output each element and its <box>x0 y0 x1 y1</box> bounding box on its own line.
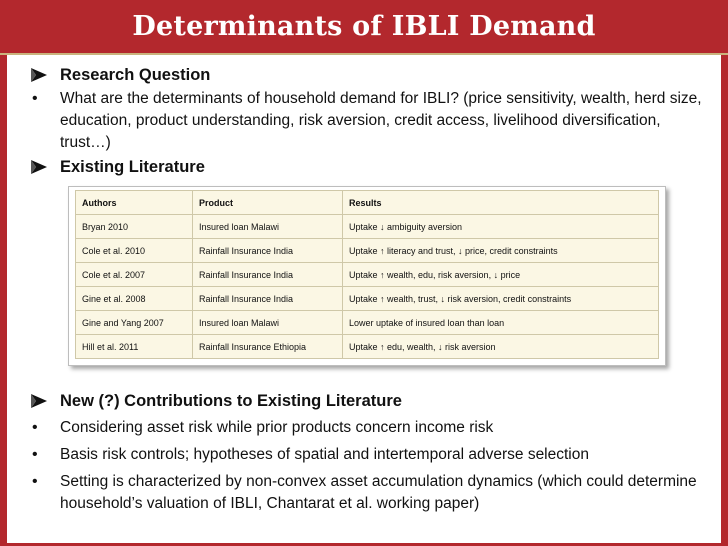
section-heading-existing-literature <box>30 156 705 178</box>
bullet-text: What are the determinants of household demand for IBLI? (price sensitivity, wealth, herd size, education, product understanding, risk aversion, credit access, livelihood diversification, trust…) <box>60 90 702 151</box>
cell-authors: Cole et al. 2010 <box>76 239 193 263</box>
dot-bullet-icon: • <box>32 473 38 490</box>
dot-bullet-icon: • <box>32 90 38 107</box>
bullet-text: Basis risk controls; hypotheses of spatial and intertemporal adverse selection <box>60 446 589 463</box>
literature-table <box>75 190 659 359</box>
cell-authors: Bryan 2010 <box>76 215 193 239</box>
cell-product: Rainfall Insurance India <box>193 287 343 311</box>
bullet-item <box>30 88 705 154</box>
table-header-row <box>76 191 659 215</box>
cell-authors: Gine and Yang 2007 <box>76 311 193 335</box>
cell-authors: Cole et al. 2007 <box>76 263 193 287</box>
cell-results: Uptake ↑ wealth, trust, ↓ risk aversion, credit constraints <box>343 287 659 311</box>
table-row <box>76 335 659 359</box>
arrow-bullet-icon <box>30 158 48 176</box>
cell-results: Lower uptake of insured loan than loan <box>343 311 659 335</box>
section-heading-research-question <box>30 64 705 86</box>
title-bar <box>0 0 728 55</box>
cell-results: Uptake ↑ edu, wealth, ↓ risk aversion <box>343 335 659 359</box>
slide-content <box>30 64 705 515</box>
slide-title: Determinants of IBLI Demand <box>132 11 596 42</box>
column-header-results: Results <box>343 191 659 215</box>
arrow-bullet-icon <box>30 392 48 410</box>
table-row <box>76 215 659 239</box>
column-header-authors: Authors <box>76 191 193 215</box>
cell-results: Uptake ↑ wealth, edu, risk aversion, ↓ price <box>343 263 659 287</box>
bullet-item <box>30 444 705 466</box>
cell-authors: Hill et al. 2011 <box>76 335 193 359</box>
column-header-product: Product <box>193 191 343 215</box>
table-row <box>76 239 659 263</box>
bullet-text: Considering asset risk while prior products concern income risk <box>60 419 494 436</box>
dot-bullet-icon: • <box>32 419 38 436</box>
bullet-item <box>30 471 705 515</box>
literature-table-container <box>68 186 666 366</box>
cell-product: Insured loan Malawi <box>193 215 343 239</box>
arrow-bullet-icon <box>30 66 48 84</box>
cell-authors: Gine et al. 2008 <box>76 287 193 311</box>
table-row <box>76 287 659 311</box>
section-heading-new-contributions <box>30 390 705 412</box>
table-row <box>76 263 659 287</box>
cell-product: Insured loan Malawi <box>193 311 343 335</box>
heading-text: Research Question <box>60 66 211 84</box>
bullet-text: Setting is characterized by non-convex asset accumulation dynamics (which could determine household’s valuation of IBLI, Chantarat et al. working paper) <box>60 473 697 512</box>
table-row <box>76 311 659 335</box>
bullet-item <box>30 417 705 439</box>
cell-product: Rainfall Insurance India <box>193 263 343 287</box>
cell-results: Uptake ↓ ambiguity aversion <box>343 215 659 239</box>
dot-bullet-icon: • <box>32 446 38 463</box>
cell-product: Rainfall Insurance Ethiopia <box>193 335 343 359</box>
heading-text: New (?) Contributions to Existing Literature <box>60 392 402 410</box>
cell-results: Uptake ↑ literacy and trust, ↓ price, credit constraints <box>343 239 659 263</box>
cell-product: Rainfall Insurance India <box>193 239 343 263</box>
heading-text: Existing Literature <box>60 158 205 176</box>
